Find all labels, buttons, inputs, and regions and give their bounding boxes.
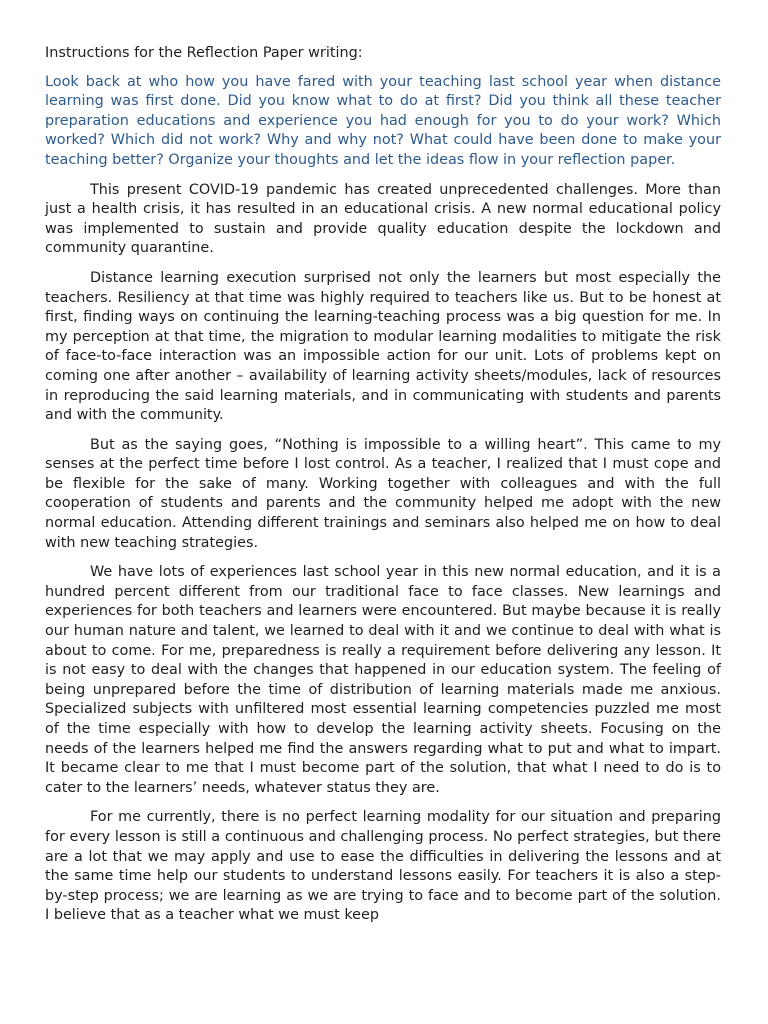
body-paragraph-2: Distance learning execution surprised not only the learners but most especially the teachers. Resiliency at that time was highly required to teachers like us. But to be honest at first, finding ways on continuing the learning-teaching process was a big question for me. In my perception at that time, the migration to modular learning modalities to mitigate the risk of face-to-face interaction was an impossible action for our unit. Lots of problems kept on coming one after another – availability of learning activity sheets/modules, lack of resources in reproducing the said learning materials, and in communicating with students and parents and with the community. xyxy=(45,269,721,424)
instructions-text: Look back at who how you have fared with your teaching last school year when distance learning was first done. Did you know what to do at first? Did you think all these teacher preparation educations and experience you had enough for you to do your work? Which worked? Which did not work? Why and why not? What could have been done to make your teaching better? Organize your thoughts and let the ideas flow in your reflection paper. xyxy=(45,73,721,168)
body-paragraph-5: For me currently, there is no perfect learning modality for our situation and preparing for every lesson is still a continuous and challenging process. No perfect strategies, but there are a lot that we may apply and use to ease the difficulties in delivering the lessons and at the same time help our students to understand lessons easily. For teachers it is also a step-by-step process; we are learning as we are trying to face and to become part of the solution. I believe that as a teacher what we must keep xyxy=(45,809,721,924)
body-paragraph-1: This present COVID-19 pandemic has created unprecedented challenges. More than just a health crisis, it has resulted in an educational crisis. A new normal educational policy was implemented to sustain and provide quality education despite the lockdown and community quarantine. xyxy=(45,181,721,257)
document-page xyxy=(45,44,721,936)
instructions-heading: Instructions for the Reflection Paper writing: xyxy=(45,45,363,61)
body-paragraph-3: But as the saying goes, “Nothing is impossible to a willing heart”. This came to my senses at the perfect time before I lost control. As a teacher, I realized that I must cope and be flexible for the sake of many. Working together with colleagues and with the full cooperation of students and parents and the community helped me adopt with the new normal education. Attending different trainings and seminars also helped me on how to deal with new teaching strategies. xyxy=(45,436,721,551)
body-paragraph-4: We have lots of experiences last school year in this new normal education, and it is a hundred percent different from our traditional face to face classes. New learnings and experiences for both teachers and learners were encountered. But maybe because it is really our human nature and talent, we learned to deal with it and we continue to deal with what is about to come. For me, preparedness is really a requirement before delivering any lesson. It is not easy to deal with the changes that happened in our education system. The feeling of being unprepared before the time of distribution of learning materials made me anxious. Specialized subjects with unfiltered most essential learning competencies puzzled me most of the time especially with how to develop the learning activity sheets. Focusing on the needs of the learners helped me find the answers regarding what to put and what to impart. It became clear to me that I must become part of the solution, that what I need to do is to cater to the learners’ needs, whatever status they are. xyxy=(45,564,721,796)
